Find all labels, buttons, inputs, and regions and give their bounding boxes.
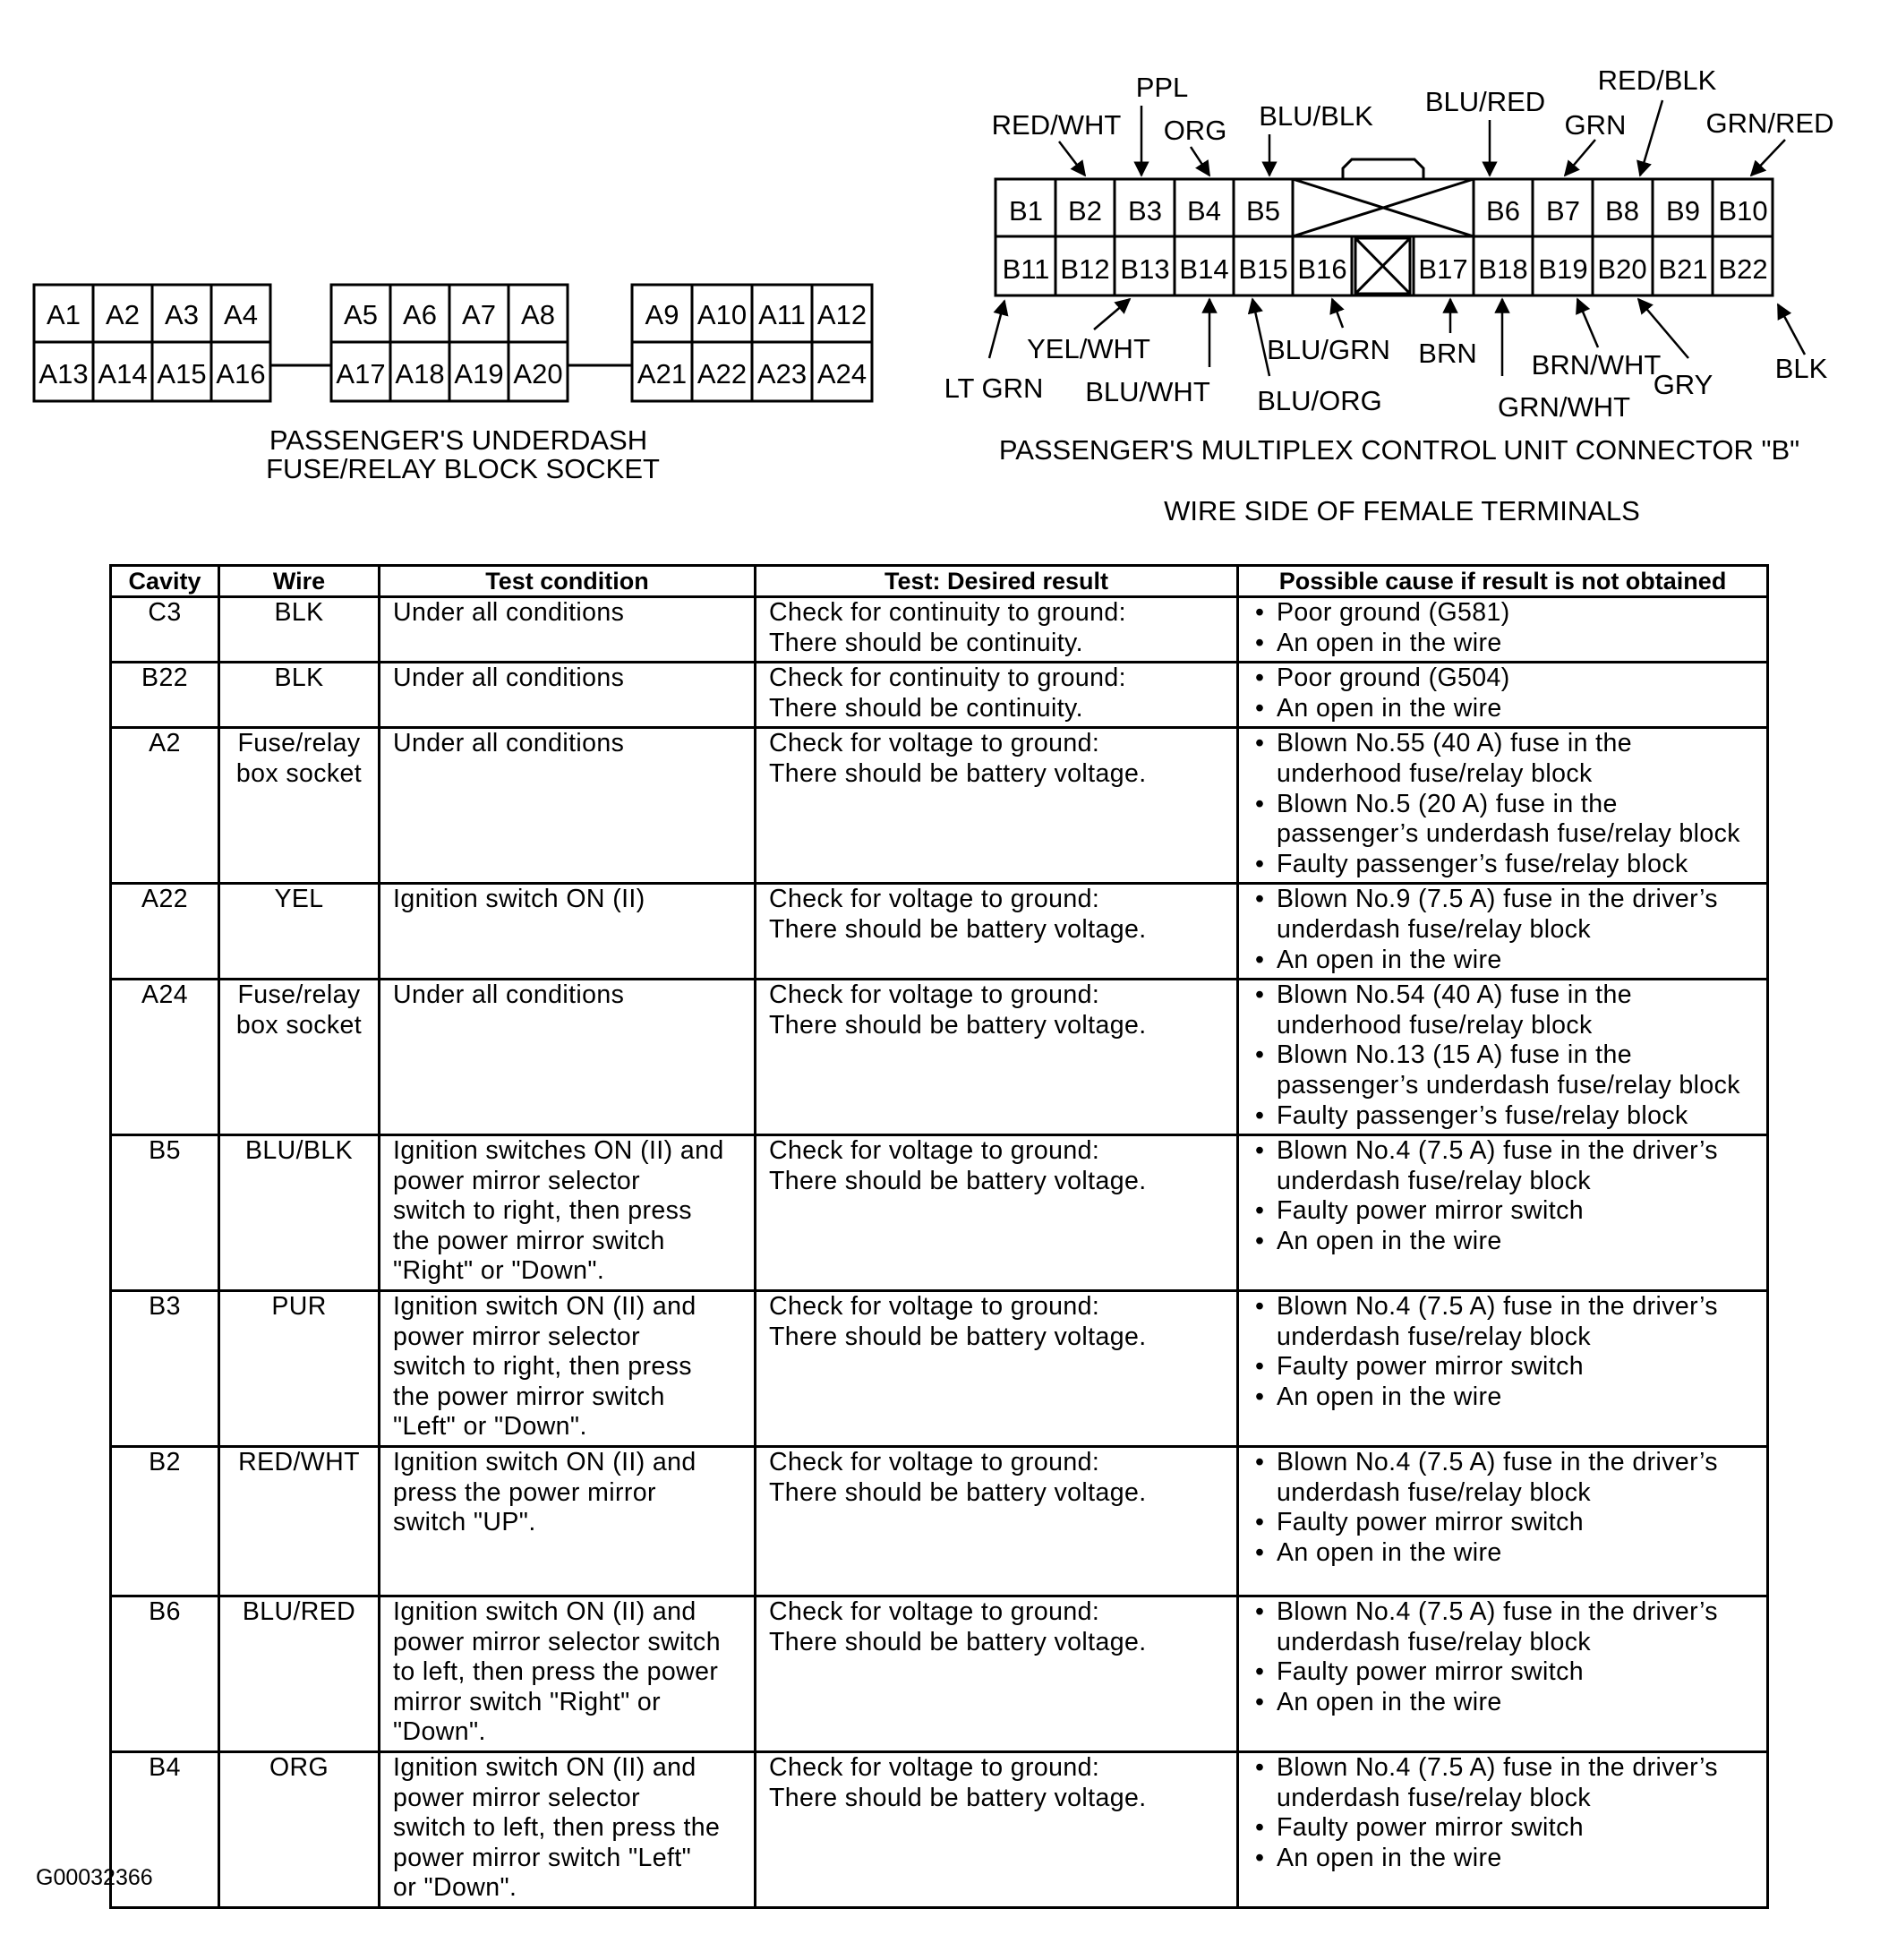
connector-pin-label: B9 (1666, 195, 1700, 227)
cause-item (1252, 1597, 1759, 1657)
cell-desired-result-line: Check for continuity to ground: (769, 663, 1126, 693)
cause-item (1252, 1101, 1759, 1132)
wire-color-label: BLU/WHT (1085, 376, 1210, 407)
connector-pin-label: B12 (1060, 253, 1110, 285)
cell-wire-line: box socket (235, 758, 363, 788)
cell-wire-line: box socket (235, 1010, 363, 1040)
connector-pin-label: B3 (1128, 195, 1162, 227)
cell-test-condition-line: power mirror selector (393, 1166, 641, 1195)
cause-line: • Faulty power mirror switch (1277, 1657, 1584, 1687)
cause-item (1252, 1136, 1759, 1196)
fuse-pin-label: A24 (816, 358, 867, 389)
fuse-pin-label: A18 (395, 358, 445, 389)
cause-line: • Faulty power mirror switch (1277, 1196, 1584, 1226)
cause-line: • Poor ground (G581) (1277, 598, 1510, 627)
cell-desired-result-line: There should be battery voltage. (769, 1010, 1147, 1040)
cause-item (1252, 1196, 1759, 1227)
fuse-block-caption-line2: FUSE/RELAY BLOCK SOCKET (266, 453, 660, 484)
header-cavity: Cavity (111, 566, 219, 597)
cell-test-condition (380, 597, 756, 663)
cell-test-condition-line: switch "UP". (393, 1508, 536, 1537)
cause-line: • Faulty power mirror switch (1277, 1352, 1584, 1382)
cell-desired-result (756, 597, 1238, 663)
cell-desired-result-line: There should be battery voltage. (769, 914, 1147, 944)
cell-wire (219, 597, 380, 663)
wire-arrow (1191, 147, 1209, 175)
fuse-pin-label: A10 (696, 299, 748, 330)
cell-desired-result-line: Check for voltage to ground: (769, 980, 1100, 1010)
cell-test-condition (380, 1752, 756, 1908)
cell-cavity: A24 (111, 980, 219, 1135)
fuse-pin-label: A20 (513, 358, 563, 389)
cell-wire-line: Fuse/relay (237, 729, 361, 758)
cell-test-condition (380, 1447, 756, 1596)
cell-wire-line: RED/WHT (238, 1448, 360, 1477)
fuse-pin-label: A19 (454, 358, 504, 389)
connector-pin-label: B20 (1597, 253, 1647, 285)
cell-desired-result (756, 980, 1238, 1135)
cell-cavity: A2 (111, 728, 219, 884)
cause-line: • Faulty power mirror switch (1277, 1813, 1584, 1843)
cell-test-condition (380, 980, 756, 1135)
fuse-block-caption-line1: PASSENGER'S UNDERDASH (269, 424, 648, 456)
cause-list (1252, 729, 1759, 879)
wire-color-label: BRN/WHT (1531, 349, 1662, 381)
cell-test-condition-line: press the power mirror (393, 1477, 656, 1507)
connector-pin-label: B17 (1418, 253, 1468, 285)
cause-line: underdash fuse/relay block (1277, 1477, 1592, 1507)
fuse-pin-label: A3 (165, 299, 199, 330)
cause-line: • Faulty power mirror switch (1277, 1508, 1584, 1537)
cell-test-condition-line: Ignition switch ON (II) and (393, 1753, 696, 1782)
cell-possible-cause (1238, 728, 1768, 884)
cell-cavity: B2 (111, 1447, 219, 1596)
wire-color-label: BRN (1418, 338, 1477, 369)
connector-pin-label: B6 (1486, 195, 1520, 227)
cell-test-condition-line: or "Down". (393, 1873, 517, 1903)
cell-possible-cause (1238, 1135, 1768, 1291)
wire-arrow (1640, 100, 1662, 175)
cell-desired-result-line: There should be continuity. (769, 693, 1083, 723)
wire-color-label: BLK (1774, 353, 1828, 384)
cause-list (1252, 885, 1759, 975)
cell-cavity: B3 (111, 1291, 219, 1447)
cell-possible-cause (1238, 597, 1768, 663)
cell-wire-line: PUR (271, 1292, 327, 1322)
cell-wire-line: YEL (274, 885, 324, 914)
cause-item (1252, 1448, 1759, 1508)
connector-pin-label: B22 (1718, 253, 1768, 285)
cause-line: • An open in the wire (1277, 1843, 1502, 1872)
fuse-pin-label: A7 (462, 299, 496, 330)
cause-line: underdash fuse/relay block (1277, 914, 1592, 944)
fuse-pin-labels (38, 299, 867, 389)
cell-test-condition-line: power mirror selector (393, 1783, 641, 1812)
wire-color-labels (944, 64, 1834, 423)
cell-wire (219, 663, 380, 728)
cause-item (1252, 1382, 1759, 1413)
cell-wire (219, 1291, 380, 1447)
cause-line: • An open in the wire (1277, 945, 1502, 974)
table-row (111, 884, 1768, 980)
cause-list (1252, 1136, 1759, 1256)
cell-desired-result (756, 1447, 1238, 1596)
cause-item (1252, 1508, 1759, 1538)
table-row (111, 1135, 1768, 1291)
wire-color-label: BLU/RED (1424, 86, 1546, 117)
cell-test-condition (380, 884, 756, 980)
table-row (111, 1752, 1768, 1908)
fuse-pin-label: A5 (344, 299, 378, 330)
cause-line: • Faulty passenger’s fuse/relay block (1277, 849, 1688, 878)
cell-test-condition-line: "Left" or "Down". (393, 1412, 587, 1442)
cause-list (1252, 1292, 1759, 1412)
table-row (111, 980, 1768, 1135)
troubleshooting-table (109, 564, 1769, 1909)
fuse-pin-label: A1 (47, 299, 81, 330)
cause-item (1252, 629, 1759, 659)
cause-item (1252, 694, 1759, 724)
wire-arrow (1751, 140, 1785, 175)
cell-wire-line: ORG (269, 1753, 329, 1782)
cause-line: • Blown No.4 (7.5 A) fuse in the driver’s (1277, 1136, 1718, 1166)
cell-desired-result-line: Check for voltage to ground: (769, 1448, 1100, 1477)
fuse-pin-label: A15 (157, 358, 207, 389)
cell-test-condition-line: Under all conditions (393, 980, 625, 1010)
cause-item (1252, 1688, 1759, 1718)
cell-desired-result-line: Check for voltage to ground: (769, 729, 1100, 758)
cell-desired-result (756, 728, 1238, 884)
cause-item (1252, 1352, 1759, 1382)
cell-wire (219, 980, 380, 1135)
cell-test-condition-line: Under all conditions (393, 598, 625, 627)
cell-desired-result-line: Check for voltage to ground: (769, 1136, 1100, 1166)
connector-pin-label: B13 (1120, 253, 1170, 285)
wire-color-label: BLU/GRN (1267, 334, 1390, 365)
fuse-pin-label: A4 (224, 299, 258, 330)
table-header-row (111, 566, 1768, 597)
connector-pin-label: B21 (1658, 253, 1708, 285)
fuse-pin-label: A8 (521, 299, 555, 330)
cause-item (1252, 1538, 1759, 1569)
wire-color-label: GRN/WHT (1497, 391, 1631, 423)
cell-cavity: B5 (111, 1135, 219, 1291)
cell-cavity: A22 (111, 884, 219, 980)
wire-color-label: YEL/WHT (1027, 333, 1150, 364)
wire-color-label: BLU/BLK (1259, 100, 1373, 132)
connector-lock-tab (1343, 159, 1423, 179)
cell-test-condition-line: mirror switch "Right" or (393, 1687, 662, 1716)
wire-color-label: GRY (1653, 369, 1713, 400)
cell-wire (219, 884, 380, 980)
header-test-condition: Test condition (380, 566, 756, 597)
wire-color-label: RED/BLK (1597, 64, 1717, 96)
cell-desired-result (756, 1596, 1238, 1752)
table-row (111, 1447, 1768, 1596)
connector-pin-label: B5 (1246, 195, 1280, 227)
cell-test-condition-line: power mirror switch "Left" (393, 1843, 692, 1872)
cell-desired-result-line: There should be battery voltage. (769, 1477, 1147, 1507)
wire-arrow (1094, 299, 1130, 330)
cell-test-condition-line: power mirror selector switch (393, 1627, 721, 1656)
wire-arrow (1577, 299, 1598, 347)
connector-pin-label: B19 (1538, 253, 1588, 285)
cause-line: • Blown No.5 (20 A) fuse in the (1277, 789, 1618, 818)
cell-wire-line: BLU/RED (242, 1597, 356, 1627)
cause-list (1252, 1597, 1759, 1717)
cause-list (1252, 1753, 1759, 1873)
cell-desired-result-line: There should be battery voltage. (769, 1627, 1147, 1656)
cause-line: underhood fuse/relay block (1277, 758, 1593, 788)
header-desired-result: Test: Desired result (756, 566, 1238, 597)
cause-line: • Blown No.54 (40 A) fuse in the (1277, 980, 1632, 1010)
fuse-pin-label: A12 (816, 299, 867, 330)
cause-line: • Blown No.55 (40 A) fuse in the (1277, 729, 1632, 758)
cause-item (1252, 850, 1759, 880)
cause-line: • An open in the wire (1277, 1382, 1502, 1411)
cell-wire-line: BLK (274, 663, 324, 693)
connector-pin-label: B15 (1238, 253, 1288, 285)
wire-arrow (1059, 141, 1085, 175)
wire-color-label: ORG (1163, 115, 1227, 146)
connector-pin-label: B16 (1297, 253, 1347, 285)
connector-pin-label: B18 (1478, 253, 1528, 285)
cell-test-condition-line: Under all conditions (393, 729, 625, 758)
wire-color-label: GRN (1564, 109, 1627, 141)
cell-possible-cause (1238, 980, 1768, 1135)
cell-desired-result (756, 884, 1238, 980)
wire-color-label: GRN/RED (1705, 107, 1834, 139)
fuse-pin-label: A11 (758, 299, 806, 330)
cause-line: passenger’s underdash fuse/relay block (1277, 819, 1740, 849)
multiplex-connector-b (996, 159, 1773, 295)
cause-item (1252, 946, 1759, 976)
cell-wire-line: BLU/BLK (244, 1136, 354, 1166)
wire-color-label: PPL (1135, 72, 1189, 103)
cell-possible-cause (1238, 1291, 1768, 1447)
cell-possible-cause (1238, 884, 1768, 980)
cause-line: • An open in the wire (1277, 1537, 1502, 1567)
cause-list (1252, 663, 1759, 723)
fuse-pin-label: A23 (756, 358, 808, 389)
cell-wire (219, 1752, 380, 1908)
cell-desired-result-line: Check for continuity to ground: (769, 598, 1126, 627)
cell-test-condition-line: Ignition switch ON (II) and (393, 1448, 696, 1477)
cell-cavity: B4 (111, 1752, 219, 1908)
cell-test-condition-line: the power mirror switch (393, 1226, 665, 1255)
cell-test-condition-line: "Down". (393, 1717, 486, 1747)
connector-pin-label: B11 (1002, 253, 1050, 285)
cause-line: • Blown No.4 (7.5 A) fuse in the driver’s (1277, 1753, 1718, 1782)
cause-line: • Poor ground (G504) (1277, 663, 1510, 693)
cell-wire-line: Fuse/relay (237, 980, 361, 1010)
cell-desired-result-line: Check for voltage to ground: (769, 1753, 1100, 1782)
cell-wire-line: BLK (274, 598, 324, 627)
cause-list (1252, 1448, 1759, 1568)
wire-color-label: RED/WHT (991, 109, 1122, 141)
cause-line: • Blown No.13 (15 A) fuse in the (1277, 1040, 1632, 1070)
cell-possible-cause (1238, 1596, 1768, 1752)
cause-item (1252, 1657, 1759, 1688)
connector-pin-label: B8 (1605, 195, 1639, 227)
cell-wire (219, 728, 380, 884)
cell-test-condition (380, 1135, 756, 1291)
cause-line: • Faulty passenger’s fuse/relay block (1277, 1100, 1688, 1130)
cause-line: • Blown No.9 (7.5 A) fuse in the driver’s (1277, 885, 1718, 914)
cause-item (1252, 980, 1759, 1040)
connector-pin-label: B7 (1546, 195, 1580, 227)
cell-test-condition-line: Ignition switch ON (II) and (393, 1292, 696, 1322)
fuse-pin-label: A14 (98, 358, 148, 389)
cell-possible-cause (1238, 1752, 1768, 1908)
connector-b-caption-line2: WIRE SIDE OF FEMALE TERMINALS (1164, 495, 1640, 526)
connector-b-caption-line1: PASSENGER'S MULTIPLEX CONTROL UNIT CONNECTOR "B" (998, 434, 1800, 466)
cell-test-condition-line: switch to right, then press (393, 1352, 692, 1382)
fuse-pin-label: A9 (645, 299, 679, 330)
cell-desired-result-line: There should be continuity. (769, 628, 1083, 657)
cause-line: underdash fuse/relay block (1277, 1322, 1592, 1351)
cell-desired-result-line: There should be battery voltage. (769, 1783, 1147, 1812)
fuse-pin-label: A6 (403, 299, 437, 330)
cell-test-condition (380, 1596, 756, 1752)
cell-test-condition-line: "Right" or "Down". (393, 1256, 605, 1286)
cause-line: • An open in the wire (1277, 693, 1502, 723)
cell-desired-result-line: Check for voltage to ground: (769, 885, 1100, 914)
cell-test-condition-line: Ignition switches ON (II) and (393, 1136, 724, 1166)
cell-test-condition-line: Ignition switch ON (II) (393, 885, 645, 914)
table-row (111, 1291, 1768, 1447)
fuse-pin-label: A13 (38, 358, 89, 389)
cause-item (1252, 1227, 1759, 1257)
cell-test-condition-line: Under all conditions (393, 663, 625, 693)
connector-pin-label: B10 (1718, 195, 1768, 227)
cell-wire (219, 1596, 380, 1752)
connector-pin-label: B14 (1179, 253, 1229, 285)
fuse-pin-label: A16 (216, 358, 266, 389)
table-row (111, 597, 1768, 663)
table-row (111, 663, 1768, 728)
wire-color-label: LT GRN (944, 372, 1044, 404)
cause-line: underdash fuse/relay block (1277, 1627, 1592, 1656)
cause-line: • An open in the wire (1277, 628, 1502, 657)
connector-pin-label: B2 (1068, 195, 1102, 227)
cause-list (1252, 980, 1759, 1131)
cell-desired-result-line: Check for voltage to ground: (769, 1597, 1100, 1627)
fuse-pin-label: A21 (637, 358, 688, 389)
cause-line: passenger’s underdash fuse/relay block (1277, 1070, 1740, 1100)
table-body (111, 597, 1768, 1908)
cause-item (1252, 1753, 1759, 1813)
wire-arrow (1565, 140, 1595, 175)
cell-cavity: C3 (111, 597, 219, 663)
cell-test-condition (380, 728, 756, 884)
cell-desired-result-line: There should be battery voltage. (769, 1322, 1147, 1351)
cause-item (1252, 598, 1759, 629)
cell-test-condition-line: switch to right, then press (393, 1196, 692, 1226)
wire-color-label: BLU/ORG (1257, 385, 1382, 416)
cause-line: underhood fuse/relay block (1277, 1010, 1593, 1040)
wire-arrow (989, 301, 1004, 358)
connector-pin-label: B4 (1187, 195, 1221, 227)
cell-test-condition (380, 1291, 756, 1447)
cause-line: • Blown No.4 (7.5 A) fuse in the driver’s (1277, 1597, 1718, 1627)
cause-item (1252, 1292, 1759, 1352)
connector-pin-label: B1 (1009, 195, 1043, 227)
cell-desired-result (756, 663, 1238, 728)
cell-cavity: B6 (111, 1596, 219, 1752)
cell-test-condition-line: power mirror selector (393, 1322, 641, 1351)
cell-desired-result-line: There should be battery voltage. (769, 1166, 1147, 1195)
cell-possible-cause (1238, 663, 1768, 728)
cell-possible-cause (1238, 1447, 1768, 1596)
cell-test-condition (380, 663, 756, 728)
cell-desired-result (756, 1291, 1238, 1447)
table-row (111, 1596, 1768, 1752)
figure-id: G00032366 (36, 1865, 153, 1890)
cell-wire (219, 1135, 380, 1291)
cell-test-condition-line: to left, then press the power (393, 1657, 719, 1687)
cause-line: underdash fuse/relay block (1277, 1166, 1592, 1195)
cause-list (1252, 598, 1759, 658)
cause-item (1252, 885, 1759, 945)
cause-item (1252, 1813, 1759, 1844)
cause-item (1252, 663, 1759, 694)
cell-desired-result-line: Check for voltage to ground: (769, 1292, 1100, 1322)
cell-wire (219, 1447, 380, 1596)
cell-test-condition-line: switch to left, then press the (393, 1813, 721, 1843)
fuse-pin-label: A2 (106, 299, 140, 330)
fuse-pin-label: A17 (336, 358, 386, 389)
cell-test-condition-line: Ignition switch ON (II) and (393, 1597, 696, 1627)
cause-item (1252, 1040, 1759, 1100)
wire-arrow (1332, 299, 1343, 328)
table-row (111, 728, 1768, 884)
cause-line: • An open in the wire (1277, 1226, 1502, 1255)
fuse-pin-label: A22 (696, 358, 748, 389)
cause-line: • An open in the wire (1277, 1687, 1502, 1716)
header-possible-cause: Possible cause if result is not obtained (1238, 566, 1768, 597)
cause-item (1252, 790, 1759, 850)
wire-arrow (1778, 304, 1805, 355)
cause-item (1252, 729, 1759, 789)
cell-desired-result (756, 1752, 1238, 1908)
cause-item (1252, 1844, 1759, 1874)
header-wire: Wire (219, 566, 380, 597)
cell-desired-result-line: There should be battery voltage. (769, 758, 1147, 788)
cause-line: • Blown No.4 (7.5 A) fuse in the driver’s (1277, 1292, 1718, 1322)
cause-line: • Blown No.4 (7.5 A) fuse in the driver’s (1277, 1448, 1718, 1477)
cell-cavity: B22 (111, 663, 219, 728)
cell-desired-result (756, 1135, 1238, 1291)
cause-line: underdash fuse/relay block (1277, 1783, 1592, 1812)
cell-test-condition-line: the power mirror switch (393, 1382, 665, 1411)
